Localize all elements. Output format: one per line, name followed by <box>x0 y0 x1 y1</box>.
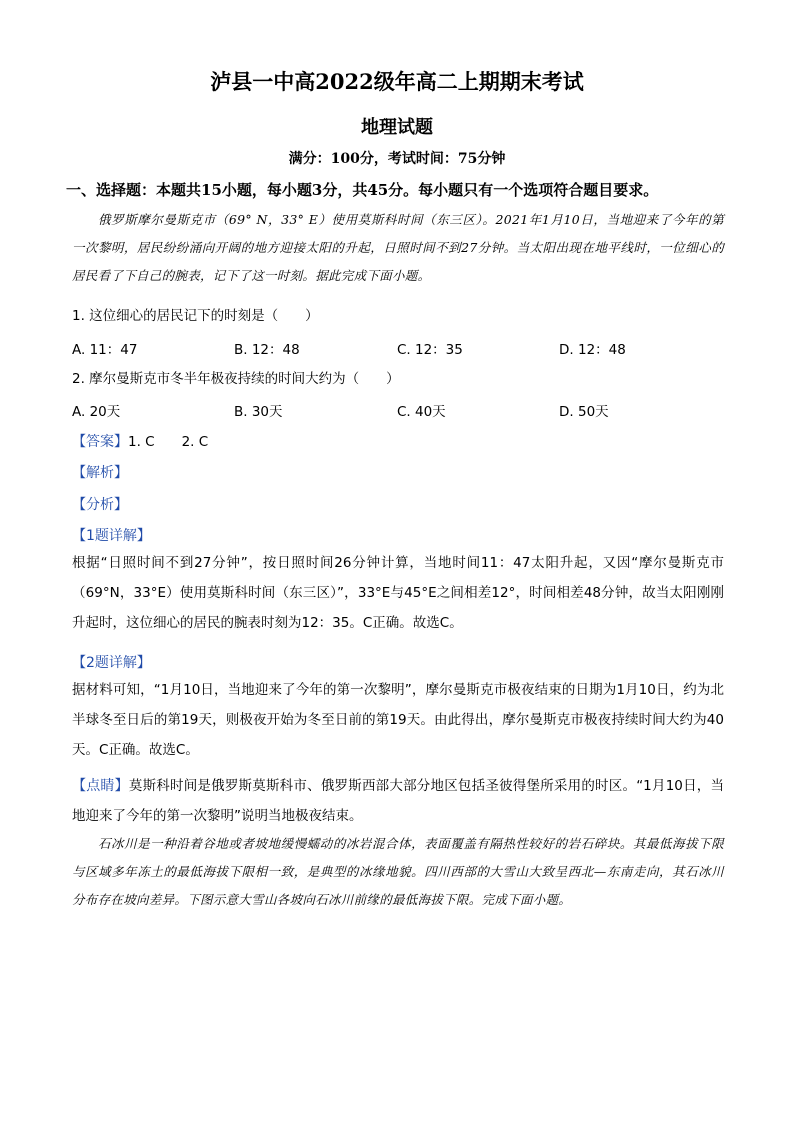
q1-option-c: C. 12：35 <box>397 342 463 358</box>
exam-meta: 满分：100分，考试时间：75分钟 <box>288 151 506 167</box>
answer-line <box>72 430 208 451</box>
subject-title: 地理试题 <box>361 117 433 138</box>
answer-value: 1. C 2. C <box>128 434 209 450</box>
exam-title: 泸县一中高2022级年高二上期期末考试 <box>210 69 584 94</box>
dianjing-block <box>72 771 724 831</box>
q1-option-b: B. 12：48 <box>234 342 300 358</box>
q2-option-d: D. 50天 <box>559 404 609 420</box>
section-heading: 一、选择题：本题共15小题，每小题3分，共45分。每小题只有一个选项符合题目要求。 <box>66 181 659 199</box>
q1-option-a: A. 11：47 <box>72 342 138 358</box>
answer-tag: 【答案】 <box>72 434 128 450</box>
detail-1-text: 根据“日照时间不到27分钟”，按日照时间26分钟计算，当地时间11：47太阳升起，又因“摩尔曼斯克市（69°N，33°E）使用莫斯科时间（东三区）”，33°E与45°E之间相差12°，时间相差48分钟，故当太阳刚刚升起时，这位细心的居民的腕表时刻为12：35。C正确。故选C。 <box>72 555 724 631</box>
detail-2-text: 据材料可知，“1月10日，当地迎来了今年的第一次黎明”，摩尔曼斯克市极夜结束的日期为1月10日，约为北半球冬至日后的第19天，则极夜开始为冬至日前的第19天。由此得出，摩尔曼斯克市极夜持续时间大约为40天。C正确。故选C。 <box>72 682 724 758</box>
q2-option-c: C. 40天 <box>397 404 446 420</box>
question-2-stem: 2. 摩尔曼斯克市冬半年极夜持续的时间大约为（ ） <box>72 371 400 387</box>
question-1-stem: 1. 这位细心的居民记下的时刻是（ ） <box>72 308 319 324</box>
detail-2-tag: 【2题详解】 <box>72 655 151 671</box>
analysis-tag: 【解析】 <box>72 465 128 481</box>
q2-option-a: A. 20天 <box>72 404 121 420</box>
passage-1: 俄罗斯摩尔曼斯克市（69° N，33° E）使用莫斯科时间（东三区）。2021年1月10日，当地迎来了今年的第一次黎明，居民纷纷涌向开阔的地方迎接太阳的升起，日照时间不到27分钟。当太阳出现在地平线时，一位细心的居民看了下自己的腕表，记下了这一时刻。据此完成下面小题。 <box>72 212 724 283</box>
dianjing-tag: 【点睛】 <box>72 778 129 794</box>
fenxi-tag: 【分析】 <box>72 497 128 513</box>
q2-option-b: B. 30天 <box>234 404 283 420</box>
q1-option-d: D. 12：48 <box>559 342 626 358</box>
passage-2: 石冰川是一种沿着谷地或者坡地缓慢蠕动的冰岩混合体，表面覆盖有隔热性较好的岩石碎块。其最低海拔下限与区域多年冻土的最低海拔下限相一致，是典型的冰缘地貌。四川西部的大雪山大致呈西北—东南走向，其石冰川分布存在坡向差异。下图示意大雪山各坡向石冰川前缘的最低海拔下限。完成下面小题。 <box>72 836 724 907</box>
dianjing-text: 莫斯科时间是俄罗斯莫斯科市、俄罗斯西部大部分地区包括圣彼得堡所采用的时区。“1月10日，当地迎来了今年的第一次黎明”说明当地极夜结束。 <box>72 778 725 824</box>
detail-1-tag: 【1题详解】 <box>72 528 151 544</box>
